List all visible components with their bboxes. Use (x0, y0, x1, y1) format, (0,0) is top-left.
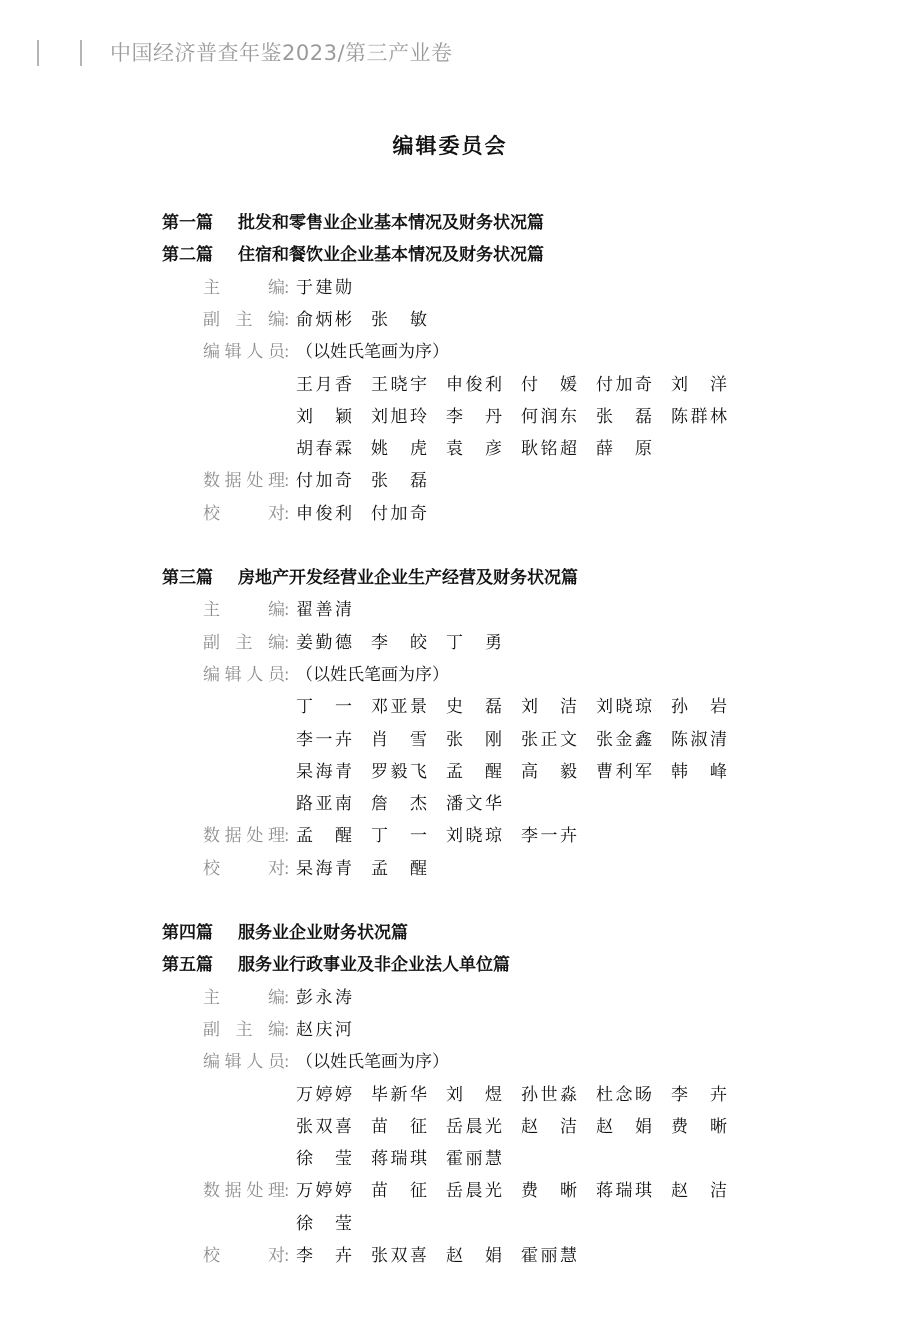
person-name: 付加奇 (296, 471, 352, 492)
person-name: 张磊 (371, 471, 427, 492)
person-name: 万婷婷 (296, 1084, 352, 1105)
name-row (296, 304, 446, 336)
person-name: 李皎 (371, 632, 427, 653)
part-heading (162, 207, 544, 239)
role-label: 校对 (203, 503, 285, 524)
person-name: 徐莹 (296, 1213, 352, 1234)
person-name: 王晓宇 (371, 374, 427, 395)
person-name: 万婷婷 (296, 1181, 352, 1202)
person-name: 李卉 (296, 1246, 352, 1266)
part-number: 第三篇 (162, 568, 213, 588)
person-name: 丁一 (371, 826, 427, 847)
person-name: 孟醒 (446, 761, 502, 782)
person-name: 孙岩 (671, 697, 727, 718)
person-name: 刘旭玲 (371, 406, 427, 427)
role-label: 校对 (203, 1246, 285, 1266)
name-row (296, 820, 596, 852)
person-name: 李卉 (671, 1084, 727, 1105)
name-row (296, 1143, 521, 1175)
part-title: 服务业行政事业及非企业法人单位篇 (238, 955, 510, 976)
role-colon: : (284, 1181, 290, 1201)
order-note: （以姓氏笔画为序） (296, 342, 449, 363)
part-title: 住宿和餐饮业企业基本情况及财务状况篇 (238, 245, 544, 266)
person-name: 赵洁 (521, 1116, 577, 1137)
role-label: 数据处理 (203, 1181, 285, 1202)
person-name: 翟善清 (296, 600, 352, 621)
name-row (296, 1240, 596, 1272)
person-name: 罗毅飞 (371, 761, 427, 782)
person-name: 苗征 (371, 1116, 427, 1137)
person-name: 费晰 (671, 1116, 727, 1137)
person-name: 俞炳彬 (296, 309, 352, 330)
person-name: 韩峰 (671, 761, 727, 782)
person-name: 姚虎 (371, 439, 427, 460)
person-name: 丁勇 (446, 632, 502, 653)
person-name: 曹利军 (596, 761, 652, 782)
person-name: 费晰 (521, 1181, 577, 1202)
name-row (296, 498, 446, 530)
role-colon: : (284, 664, 290, 684)
name-row (296, 691, 746, 723)
name-row (296, 982, 371, 1014)
person-name: 赵娟 (596, 1116, 652, 1137)
role-colon: : (284, 503, 290, 523)
running-title: 中国经济普查年鉴2023/第三产业卷 (110, 41, 453, 65)
person-name: 彭永涛 (296, 987, 352, 1008)
role-label: 编辑人员 (203, 664, 285, 685)
name-row (296, 465, 446, 497)
order-note: （以姓氏笔画为序） (296, 664, 449, 685)
person-name: 徐莹 (296, 1149, 352, 1170)
role-colon: : (284, 1052, 290, 1072)
role-label: 编辑人员 (203, 1052, 285, 1073)
role-label: 数据处理 (203, 826, 285, 847)
role-label: 数据处理 (203, 471, 285, 492)
person-name: 刘洁 (521, 697, 577, 718)
part-number: 第二篇 (162, 245, 213, 266)
role-label: 主编 (203, 987, 285, 1008)
person-name: 王月香 (296, 374, 352, 395)
name-row (296, 594, 371, 626)
person-name: 路亚南 (296, 794, 352, 815)
person-name: 岳晨光 (446, 1116, 502, 1137)
person-name: 于建勋 (296, 277, 352, 298)
role-colon: : (284, 600, 290, 620)
person-name: 张磊 (596, 406, 652, 427)
person-name: 蒋瑞琪 (371, 1149, 427, 1170)
person-name: 张正文 (521, 729, 577, 750)
person-name: 赵庆河 (296, 1019, 352, 1040)
name-row (296, 756, 746, 788)
person-name: 潘文华 (446, 794, 502, 815)
part-number: 第五篇 (162, 955, 213, 976)
name-row (296, 627, 521, 659)
person-name: 赵娟 (446, 1246, 502, 1266)
person-name: 申俊利 (446, 374, 502, 395)
role-colon: : (284, 277, 290, 297)
part-title: 服务业企业财务状况篇 (238, 923, 408, 943)
name-row (296, 433, 671, 465)
name-row (296, 724, 746, 756)
role-colon: : (284, 309, 290, 329)
person-name: 李一卉 (296, 729, 352, 750)
person-name: 付加奇 (371, 503, 427, 524)
part-number: 第四篇 (162, 923, 213, 943)
person-name: 申俊利 (296, 503, 352, 524)
name-row (296, 272, 371, 304)
role-colon: : (284, 826, 290, 846)
person-name: 耿铭超 (521, 439, 577, 460)
role-label: 主编 (203, 600, 285, 621)
role-colon: : (284, 471, 290, 491)
name-row (296, 1175, 746, 1207)
person-name: 胡春霖 (296, 439, 352, 460)
name-row (296, 788, 521, 820)
person-name: 付媛 (521, 374, 577, 395)
part-number: 第一篇 (162, 213, 213, 233)
role-label: 副主编 (203, 309, 285, 330)
person-name: 何润东 (521, 406, 577, 427)
person-name: 杲海青 (296, 858, 352, 879)
person-name: 詹杰 (371, 794, 427, 815)
header-bar-left (37, 40, 39, 66)
part-heading (162, 949, 510, 981)
person-name: 刘晓琼 (596, 697, 652, 718)
person-name: 孙世淼 (521, 1084, 577, 1105)
person-name: 张刚 (446, 729, 502, 750)
name-row (296, 1014, 371, 1046)
order-note: （以姓氏笔画为序） (296, 1052, 449, 1073)
person-name: 赵洁 (671, 1181, 727, 1202)
person-name: 高毅 (521, 761, 577, 782)
role-colon: : (284, 342, 290, 362)
person-name: 岳晨光 (446, 1181, 502, 1202)
person-name: 蒋瑞琪 (596, 1181, 652, 1202)
person-name: 史磊 (446, 697, 502, 718)
person-name: 刘洋 (671, 374, 727, 395)
person-name: 霍丽慧 (521, 1246, 577, 1266)
part-title: 房地产开发经营业企业生产经营及财务状况篇 (238, 568, 578, 588)
person-name: 张双喜 (296, 1116, 352, 1137)
name-row (296, 1111, 746, 1143)
person-name: 陈群林 (671, 406, 727, 427)
role-colon: : (284, 1019, 290, 1039)
person-name: 孟醒 (371, 858, 427, 879)
person-name: 苗征 (371, 1181, 427, 1202)
person-name: 李一卉 (521, 826, 577, 847)
role-label: 副主编 (203, 1019, 285, 1040)
header-bar-right (80, 40, 82, 66)
role-label: 校对 (203, 858, 285, 879)
page-title: 编辑委员会 (392, 134, 508, 158)
part-heading (162, 239, 544, 271)
person-name: 肖雪 (371, 729, 427, 750)
person-name: 杜念旸 (596, 1084, 652, 1105)
name-row (296, 369, 746, 401)
part-title: 批发和零售业企业基本情况及财务状况篇 (238, 213, 544, 233)
name-row (296, 1079, 746, 1111)
person-name: 李丹 (446, 406, 502, 427)
role-colon: : (284, 1246, 290, 1265)
person-name: 张敏 (371, 309, 427, 330)
person-name: 姜勤德 (296, 632, 352, 653)
person-name: 陈淑清 (671, 729, 727, 750)
person-name: 毕新华 (371, 1084, 427, 1105)
role-label: 编辑人员 (203, 342, 285, 363)
role-colon: : (284, 632, 290, 652)
person-name: 张金鑫 (596, 729, 652, 750)
person-name: 刘颖 (296, 406, 352, 427)
person-name: 孟醒 (296, 826, 352, 847)
person-name: 刘煜 (446, 1084, 502, 1105)
person-name: 张双喜 (371, 1246, 427, 1266)
role-colon: : (284, 987, 290, 1007)
name-row (296, 401, 746, 433)
person-name: 丁一 (296, 697, 352, 718)
person-name: 薛原 (596, 439, 652, 460)
part-heading (162, 917, 408, 949)
role-colon: : (284, 858, 290, 878)
person-name: 邓亚景 (371, 697, 427, 718)
role-label: 副主编 (203, 632, 285, 653)
person-name: 袁彦 (446, 439, 502, 460)
person-name: 杲海青 (296, 761, 352, 782)
name-row (296, 1208, 371, 1240)
name-row (296, 853, 446, 885)
part-heading (162, 562, 578, 594)
person-name: 付加奇 (596, 374, 652, 395)
person-name: 霍丽慧 (446, 1149, 502, 1170)
person-name: 刘晓琼 (446, 826, 502, 847)
role-label: 主编 (203, 277, 285, 298)
